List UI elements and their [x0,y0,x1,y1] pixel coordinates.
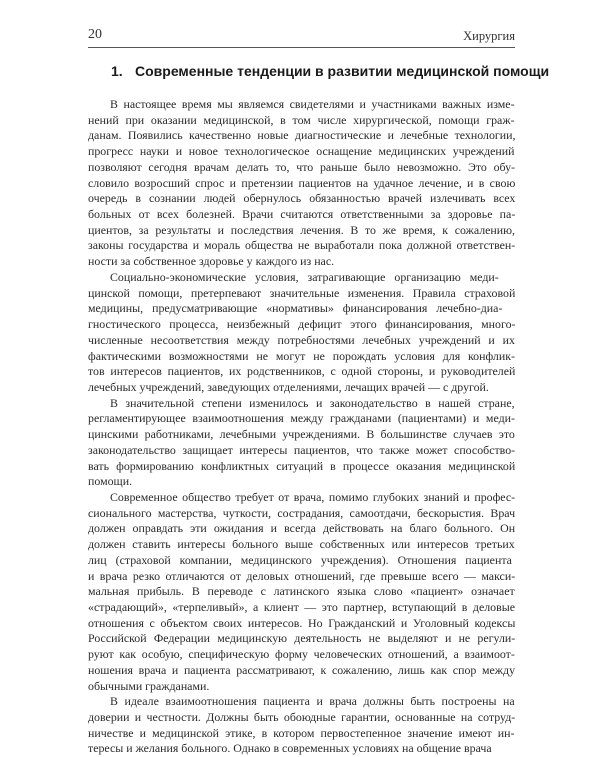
text-line: цинскими работниками, лечебными учреждениями. В большинстве случаев это [88,427,515,442]
text-line: и врача резко отличаются от деловых отношений, где превыше всего — макси- [88,568,516,583]
text-line: тересы и желания больного. Однако в современных условиях на общение врача [88,741,492,756]
text-line: позволяют сегодня врачам делать то, что раньше было невозможно. Это обу- [88,159,516,174]
text-line: Российской Федерации медицинскую деятельность не выделяют и не регули- [88,631,516,646]
section-title: Современные тенденции в развитии медицинской помощи [135,63,550,79]
text-line: циентов, за результаты и последствия лечения. В то же время, к сожалению, [88,222,516,237]
text-line: фактическими возможностями не могут не порождать условия для конфлик- [88,348,515,363]
text-line: данам. Появились качественно новые диагностические и лечебные технологии, [88,128,516,143]
text-line: сионального мастерства, чуткости, сострадания, самоотдачи, бескорыстия. Врач [88,505,516,520]
text-line: ношения врача и пациента рассматривают, к сожалению, лишь как спор между [88,662,516,677]
text-line: законодательство защищает интересы пациентов, что также может способство- [88,442,516,457]
text-line: помощи. [88,474,133,489]
paragraph [88,396,515,490]
text-line: Социально-экономические условия, затрагивающие организацию меди- [110,269,499,284]
section-number: 1. [111,63,123,79]
text-line: доверии и честности. Должны быть обоюдные гарантии, основанные на сотруд- [88,710,516,725]
text-line: отношения с объектом своих интересов. Но Гражданский и Уголовный кодексы [88,615,516,630]
text-line: должен оправдать эти ожидания и всегда действовать на благо больного. Он [88,521,516,536]
text-line: Современное общество требует от врача, помимо глубоких знаний и профес- [110,489,516,504]
page-number: 20 [88,27,102,42]
text-line: В значительной степени изменилось и законодательство в нашей стране, [110,395,515,410]
header-rule [88,47,515,48]
text-line: лиц (страховой компании, медицинского учреждения). Отношения пациента [88,552,512,567]
text-line: цинской помощи, претерпевают значительные изменения. Правила страховой [88,285,516,300]
text-line: обычными гражданами. [88,678,210,693]
paragraph [88,97,515,270]
text-line: «страдающий», «терпеливый», а клиент — это партнер, вступающий в деловые [88,600,516,614]
text-line: В идеале взаимоотношения пациента и врача должны быть построены на [110,694,515,709]
text-line: вать формированию конфликтных ситуаций в процессе оказания медицинской [88,458,516,473]
paragraph [88,490,515,694]
text-line: очередь в сознании людей обернулось обязанностью врачей излечивать всех [88,191,516,206]
paragraph [88,694,515,757]
text-line: больных от всех болезней. Врачи считаются ответственными за здоровье па- [88,207,516,222]
text-line: руют как особую, специфическую форму человеческих отношений, а взаимоот- [88,647,515,662]
text-line: законы государства и мораль общества не выработали пока должной ответствен- [88,238,516,253]
text-line: ности за собственное здоровье у каждого из нас. [88,254,335,269]
text-line: ничестве и медицинской этике, в котором первостепенное значение имеют ин- [88,725,515,740]
body-text [88,97,515,757]
text-line: тов интересов пациентов, их родственников, с одной стороны, и руководителей [88,364,516,379]
text-line: В настоящее время мы являемся свидетелями и участниками важных изме- [110,97,515,111]
running-title: Хирургия [463,29,515,43]
text-line: мальная прибыль. В переводе с латинского языка слово «пациент» означает [88,584,515,599]
text-line: должен ставить интересы больного выше собственных или интересов третьих [88,537,515,552]
text-line: словило возросший спрос и претензии пациентов на удачное лечение, и в свою [88,175,516,190]
text-line: медицины, предусматривающие «нормативы» финансирования лечебно-диа- [88,301,503,316]
text-line: гностического процесса, неизбежный дефицит этого финансирования, много- [88,317,516,332]
text-line: численные несоответствия между потребностями лечебных учреждений и их [88,332,515,347]
paragraph [88,270,515,396]
text-line: регламентирующее взаимоотношения между гражданами (пациентами) и меди- [88,411,515,426]
section-heading [111,63,550,79]
text-line: нений при оказании медицинской, в том числе хирургической, помощи граж- [88,112,515,127]
text-line: прогресс науки и новое технологическое оснащение медицинских учреждений [88,144,515,159]
running-head [88,25,515,45]
text-line: лечебных учреждений, заведующих отделениями, лечащих врачей — с другой. [88,379,489,394]
